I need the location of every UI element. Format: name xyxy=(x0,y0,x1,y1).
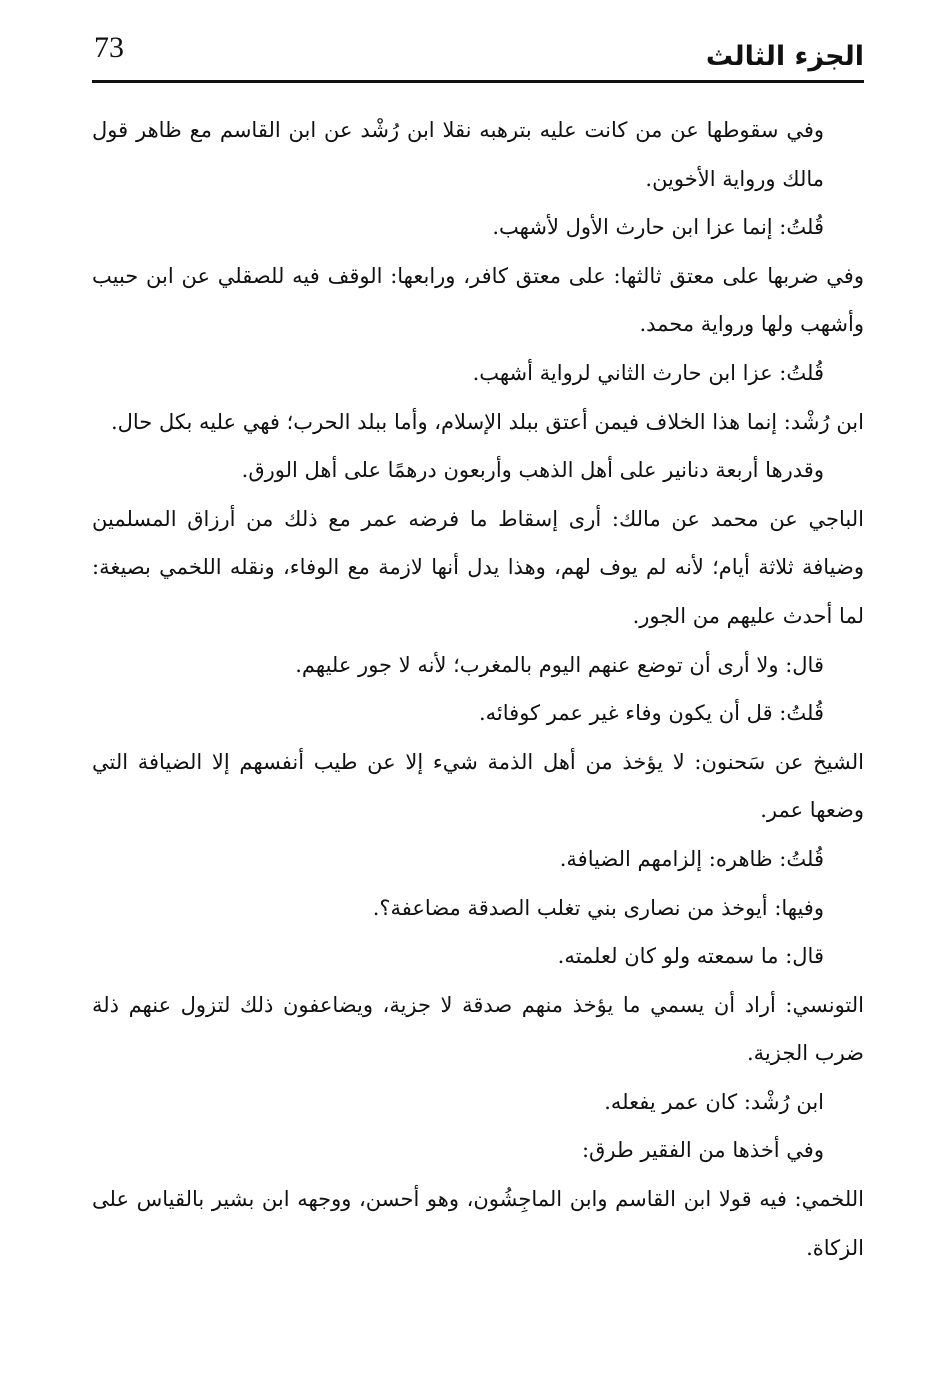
paragraph: وفي ضربها على معتق ثالثها: على معتق كافر، ورابعها: الوقف فيه للصقلي عن ابن حبيب وأشهب ولها ورواية محمد. xyxy=(92,263,864,337)
paragraph: الباجي عن محمد عن مالك: أرى إسقاط ما فرضه عمر مع ذلك من أرزاق المسلمين وضيافة ثلاثة أيام؛ لأنه لم يوف لهم، وهذا يدل أنها لازمة مع الوفاء، ونقله اللخمي بصيغة: لما أحدث عليهم من الجور. xyxy=(92,506,864,628)
paragraph: الشيخ عن سَحنون: لا يؤخذ من أهل الذمة شيء إلا عن طيب أنفسهم إلا الضيافة التي وضعها عمر. xyxy=(92,749,864,823)
paragraph: قُلتُ: عزا ابن حارث الثاني لرواية أشهب. xyxy=(472,360,824,385)
paragraph: قال: ولا أرى أن توضع عنهم اليوم بالمغرب؛ لأنه لا جور عليهم. xyxy=(295,652,824,677)
running-title: الجزء الثالث xyxy=(705,41,864,72)
paragraph: وفي سقوطها عن من كانت عليه بترهبه نقلا ابن رُشْد عن ابن القاسم مع ظاهر قول مالك ورواية الأخوين. xyxy=(92,118,824,191)
paragraph: وفي أخذها من الفقير طرق: xyxy=(581,1138,824,1163)
paragraph: ابن رُشْد: إنما هذا الخلاف فيمن أعتق ببلد الإسلام، وأما ببلد الحرب؛ فهي عليه بكل حال. xyxy=(110,409,864,434)
body-text xyxy=(92,106,864,1272)
page-number: 73 xyxy=(94,31,124,64)
paragraph: وقدرها أربعة دنانير على أهل الذهب وأربعون درهمًا على أهل الورق. xyxy=(241,458,824,483)
paragraph: التونسي: أراد أن يسمي ما يؤخذ منهم صدقة لا جزية، ويضاعفون ذلك لتزول عنهم ذلة ضرب الجزية. xyxy=(92,992,864,1066)
paragraph: ابن رُشْد: كان عمر يفعله. xyxy=(604,1089,824,1114)
header-rule xyxy=(92,80,864,83)
paragraph: قُلتُ: إنما عزا ابن حارث الأول لأشهب. xyxy=(492,215,824,240)
paragraph: قُلتُ: قل أن يكون وفاء غير عمر كوفائه. xyxy=(478,701,824,726)
paragraph: قُلتُ: ظاهره: إلزامهم الضيافة. xyxy=(559,846,824,871)
paragraph: قال: ما سمعته ولو كان لعلمته. xyxy=(557,944,824,969)
page-header xyxy=(92,28,864,78)
paragraph: اللخمي: فيه قولا ابن القاسم وابن الماجِشُون، وهو أحسن، ووجهه ابن بشير بالقياس على الزكاة. xyxy=(92,1187,864,1260)
paragraph: وفيها: أيوخذ من نصارى بني تغلب الصدقة مضاعفة؟. xyxy=(372,895,824,920)
